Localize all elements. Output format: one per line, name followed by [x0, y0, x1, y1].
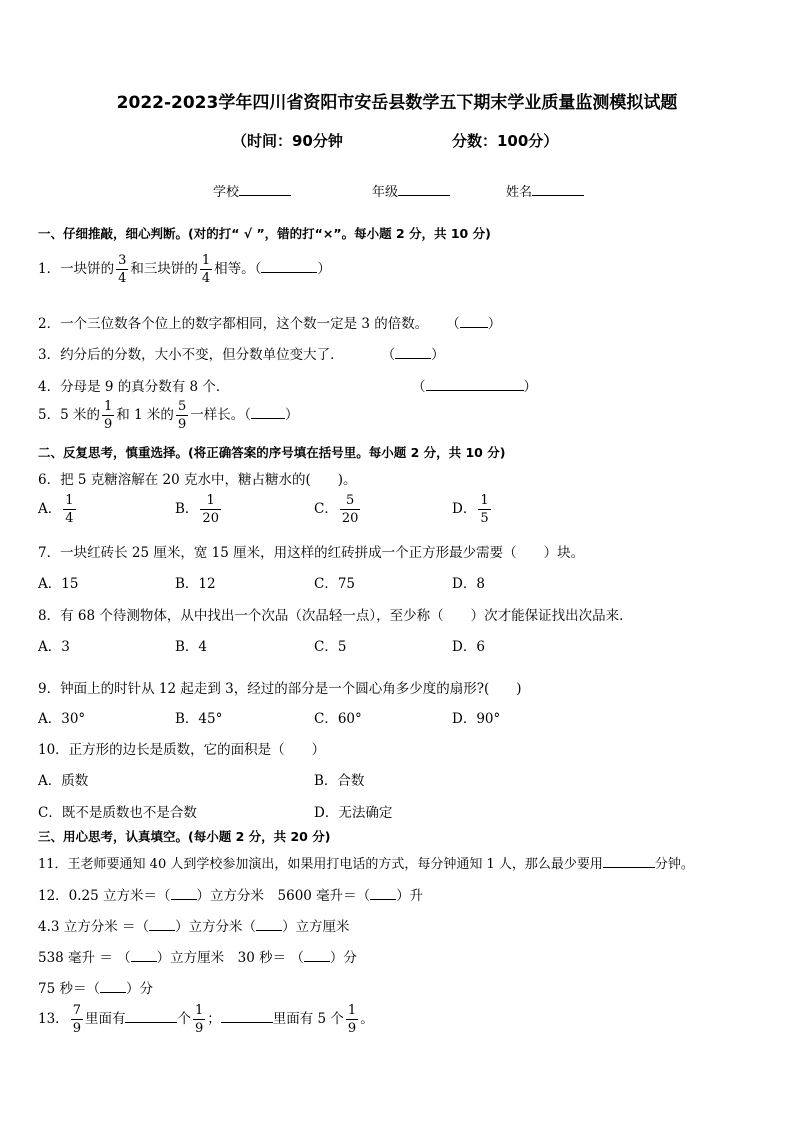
question-5: 5．5 米的 $\frac{1}{9}$ 和 1 米的 $\frac{5}{9}$ 一样长。（ ）	[38, 399, 299, 432]
q10-option-c[interactable]: C．既不是质数也不是合数	[38, 805, 197, 821]
q9-option-a[interactable]: A．30°	[38, 711, 86, 727]
answer-blank[interactable]	[221, 1009, 273, 1024]
q6-option-a[interactable]: A． $\frac{1}{4}$	[38, 493, 74, 526]
grade-field	[372, 181, 450, 200]
question-3: 3．约分后的分数，大小不变，但分数单位变大了． （ ）	[38, 343, 445, 363]
q9-option-b[interactable]: B．45°	[175, 711, 223, 727]
q5-post: 一样长。（	[190, 407, 251, 423]
q3-text: 3．约分后的分数，大小不变，但分数单位变大了．	[38, 347, 344, 363]
q1-pre: 1．一块饼的	[38, 261, 115, 277]
section-2-heading: 二、反复思考，慎重选择。(将正确答案的序号填在括号里。每小题 2 分，共 10 分)	[38, 445, 506, 460]
q8-option-a[interactable]: A．3	[38, 639, 70, 655]
answer-blank[interactable]	[426, 377, 524, 392]
q10-option-b[interactable]: B．合数	[314, 773, 365, 789]
question-9: 9．钟面上的时针从 12 起走到 3，经过的部分是一个圆心角多少度的扇形?( )	[38, 681, 522, 697]
fraction: $\frac{7}{9}$	[72, 1003, 81, 1036]
question-8: 8．有 68 个待测物体，从中找出一个次品（次品轻一点），至少称（ ）次才能保证找出次品来．	[38, 608, 633, 624]
question-7: 7．一块红砖长 25 厘米，宽 15 厘米，用这样的红砖拼成一个正方形最少需要（ ）块。	[38, 545, 585, 561]
section-1-heading: 一、仔细推敲，细心判断。(对的打“ √ ”，错的打“×”。每小题 2 分，共 10 分)	[38, 226, 491, 241]
fraction: $\frac{1}{9}$	[103, 399, 113, 432]
q8-option-b[interactable]: B．4	[175, 639, 208, 655]
q5-mid: 和 1 米的	[116, 407, 174, 423]
question-4	[38, 375, 229, 395]
fraction: $\frac{1}{9}$	[347, 1003, 357, 1036]
q7-option-d[interactable]: D．8	[452, 576, 485, 592]
name-field	[506, 181, 584, 200]
question-6: 6．把 5 克糖溶解在 20 克水中，糖占糖水的( )。	[38, 472, 357, 488]
q8-option-d[interactable]: D．6	[452, 639, 485, 655]
fraction: $\frac{1}{9}$	[194, 1003, 204, 1036]
answer-blank[interactable]	[251, 405, 285, 420]
q1-post: 相等。（	[214, 261, 262, 277]
question-10: 10．正方形的边长是质数，它的面积是（ ）	[38, 742, 326, 758]
q2-text: 2．一个三位数各个位上的数字都相同，这个数一定是 3 的倍数。	[38, 316, 429, 332]
q6-option-c[interactable]: C． $\frac{5}{20}$	[314, 493, 359, 526]
q6-option-d[interactable]: D． $\frac{1}{5}$	[452, 493, 489, 526]
fraction: $\frac{5}{9}$	[177, 399, 187, 432]
answer-blank[interactable]	[131, 948, 157, 963]
answer-blank[interactable]	[460, 314, 488, 329]
question-13: 13． $\frac{7}{9}$ 里面有 个 $\frac{1}{9}$ ； 里面有 5 个 $\frac{1}{9}$ 。	[38, 1003, 374, 1036]
question-12-line-2: 4.3 立方分米 ＝（ ）立方分米（ ）立方厘米	[38, 915, 350, 935]
answer-blank[interactable]	[149, 917, 175, 932]
q7-option-c[interactable]: C．75	[314, 576, 356, 592]
q10-option-a[interactable]: A．质数	[38, 773, 89, 789]
name-label: 姓名	[506, 185, 533, 200]
section-3-heading: 三、用心思考，认真填空。(每小题 2 分，共 20 分)	[38, 829, 331, 844]
question-12-line-1: 12．0.25 立方米＝（ ）立方分米 5600 毫升＝（ ）升	[38, 884, 423, 904]
q10-option-d[interactable]: D．无法确定	[314, 805, 393, 821]
q1-end: ）	[317, 261, 331, 277]
q7-option-b[interactable]: B．12	[175, 576, 216, 592]
q7-option-a[interactable]: A．15	[38, 576, 79, 592]
exam-time: （时间：90分钟	[232, 132, 343, 150]
question-11: 11．王老师要通知 40 人到学校参加演出，如果用打电话的方式，每分钟通知 1 人，那么最少要用 分钟。	[38, 853, 694, 872]
answer-blank[interactable]	[603, 854, 655, 868]
answer-blank[interactable]	[370, 886, 396, 901]
school-label: 学校	[213, 185, 240, 200]
q1-mid: 和三块饼的	[130, 261, 198, 277]
answer-blank[interactable]	[125, 1009, 177, 1024]
answer-blank[interactable]	[256, 917, 282, 932]
q6-option-b[interactable]: B． $\frac{1}{20}$	[175, 493, 219, 526]
answer-blank[interactable]	[395, 345, 431, 360]
answer-blank[interactable]	[100, 979, 126, 994]
q9-option-c[interactable]: C．60°	[314, 711, 362, 727]
q8-option-c[interactable]: C．5	[314, 639, 347, 655]
question-2: 2．一个三位数各个位上的数字都相同，这个数一定是 3 的倍数。 （ ）	[38, 312, 501, 332]
grade-label: 年级	[372, 185, 399, 200]
fraction: $\frac{3}{4}$	[118, 253, 127, 286]
q5-pre: 5．5 米的	[38, 407, 100, 423]
name-blank[interactable]	[532, 182, 584, 196]
question-1	[38, 254, 331, 285]
q4-answer: （ ）	[412, 375, 537, 395]
q9-option-d[interactable]: D．90°	[452, 711, 501, 727]
page-title: 2022-2023学年四川省资阳市安岳县数学五下期末学业质量监测模拟试题	[116, 93, 678, 113]
answer-blank[interactable]	[171, 886, 197, 901]
question-12-line-4: 75 秒＝（ ）分	[38, 977, 153, 997]
exam-score: 分数：100分）	[452, 132, 559, 150]
school-field	[213, 181, 291, 200]
q4-text: 4．分母是 9 的真分数有 8 个．	[38, 379, 230, 395]
grade-blank[interactable]	[398, 182, 450, 196]
answer-blank[interactable]	[304, 948, 330, 963]
fraction: $\frac{1}{4}$	[201, 253, 211, 286]
q11-text: 11．王老师要通知 40 人到学校参加演出，如果用打电话的方式，每分钟通知 1 人，那么最少要用	[38, 857, 603, 872]
school-blank[interactable]	[239, 182, 291, 196]
question-12-line-3: 538 毫升 ＝ （ ）立方厘米 30 秒＝ （ ）分	[38, 946, 357, 966]
answer-blank[interactable]	[261, 259, 317, 274]
